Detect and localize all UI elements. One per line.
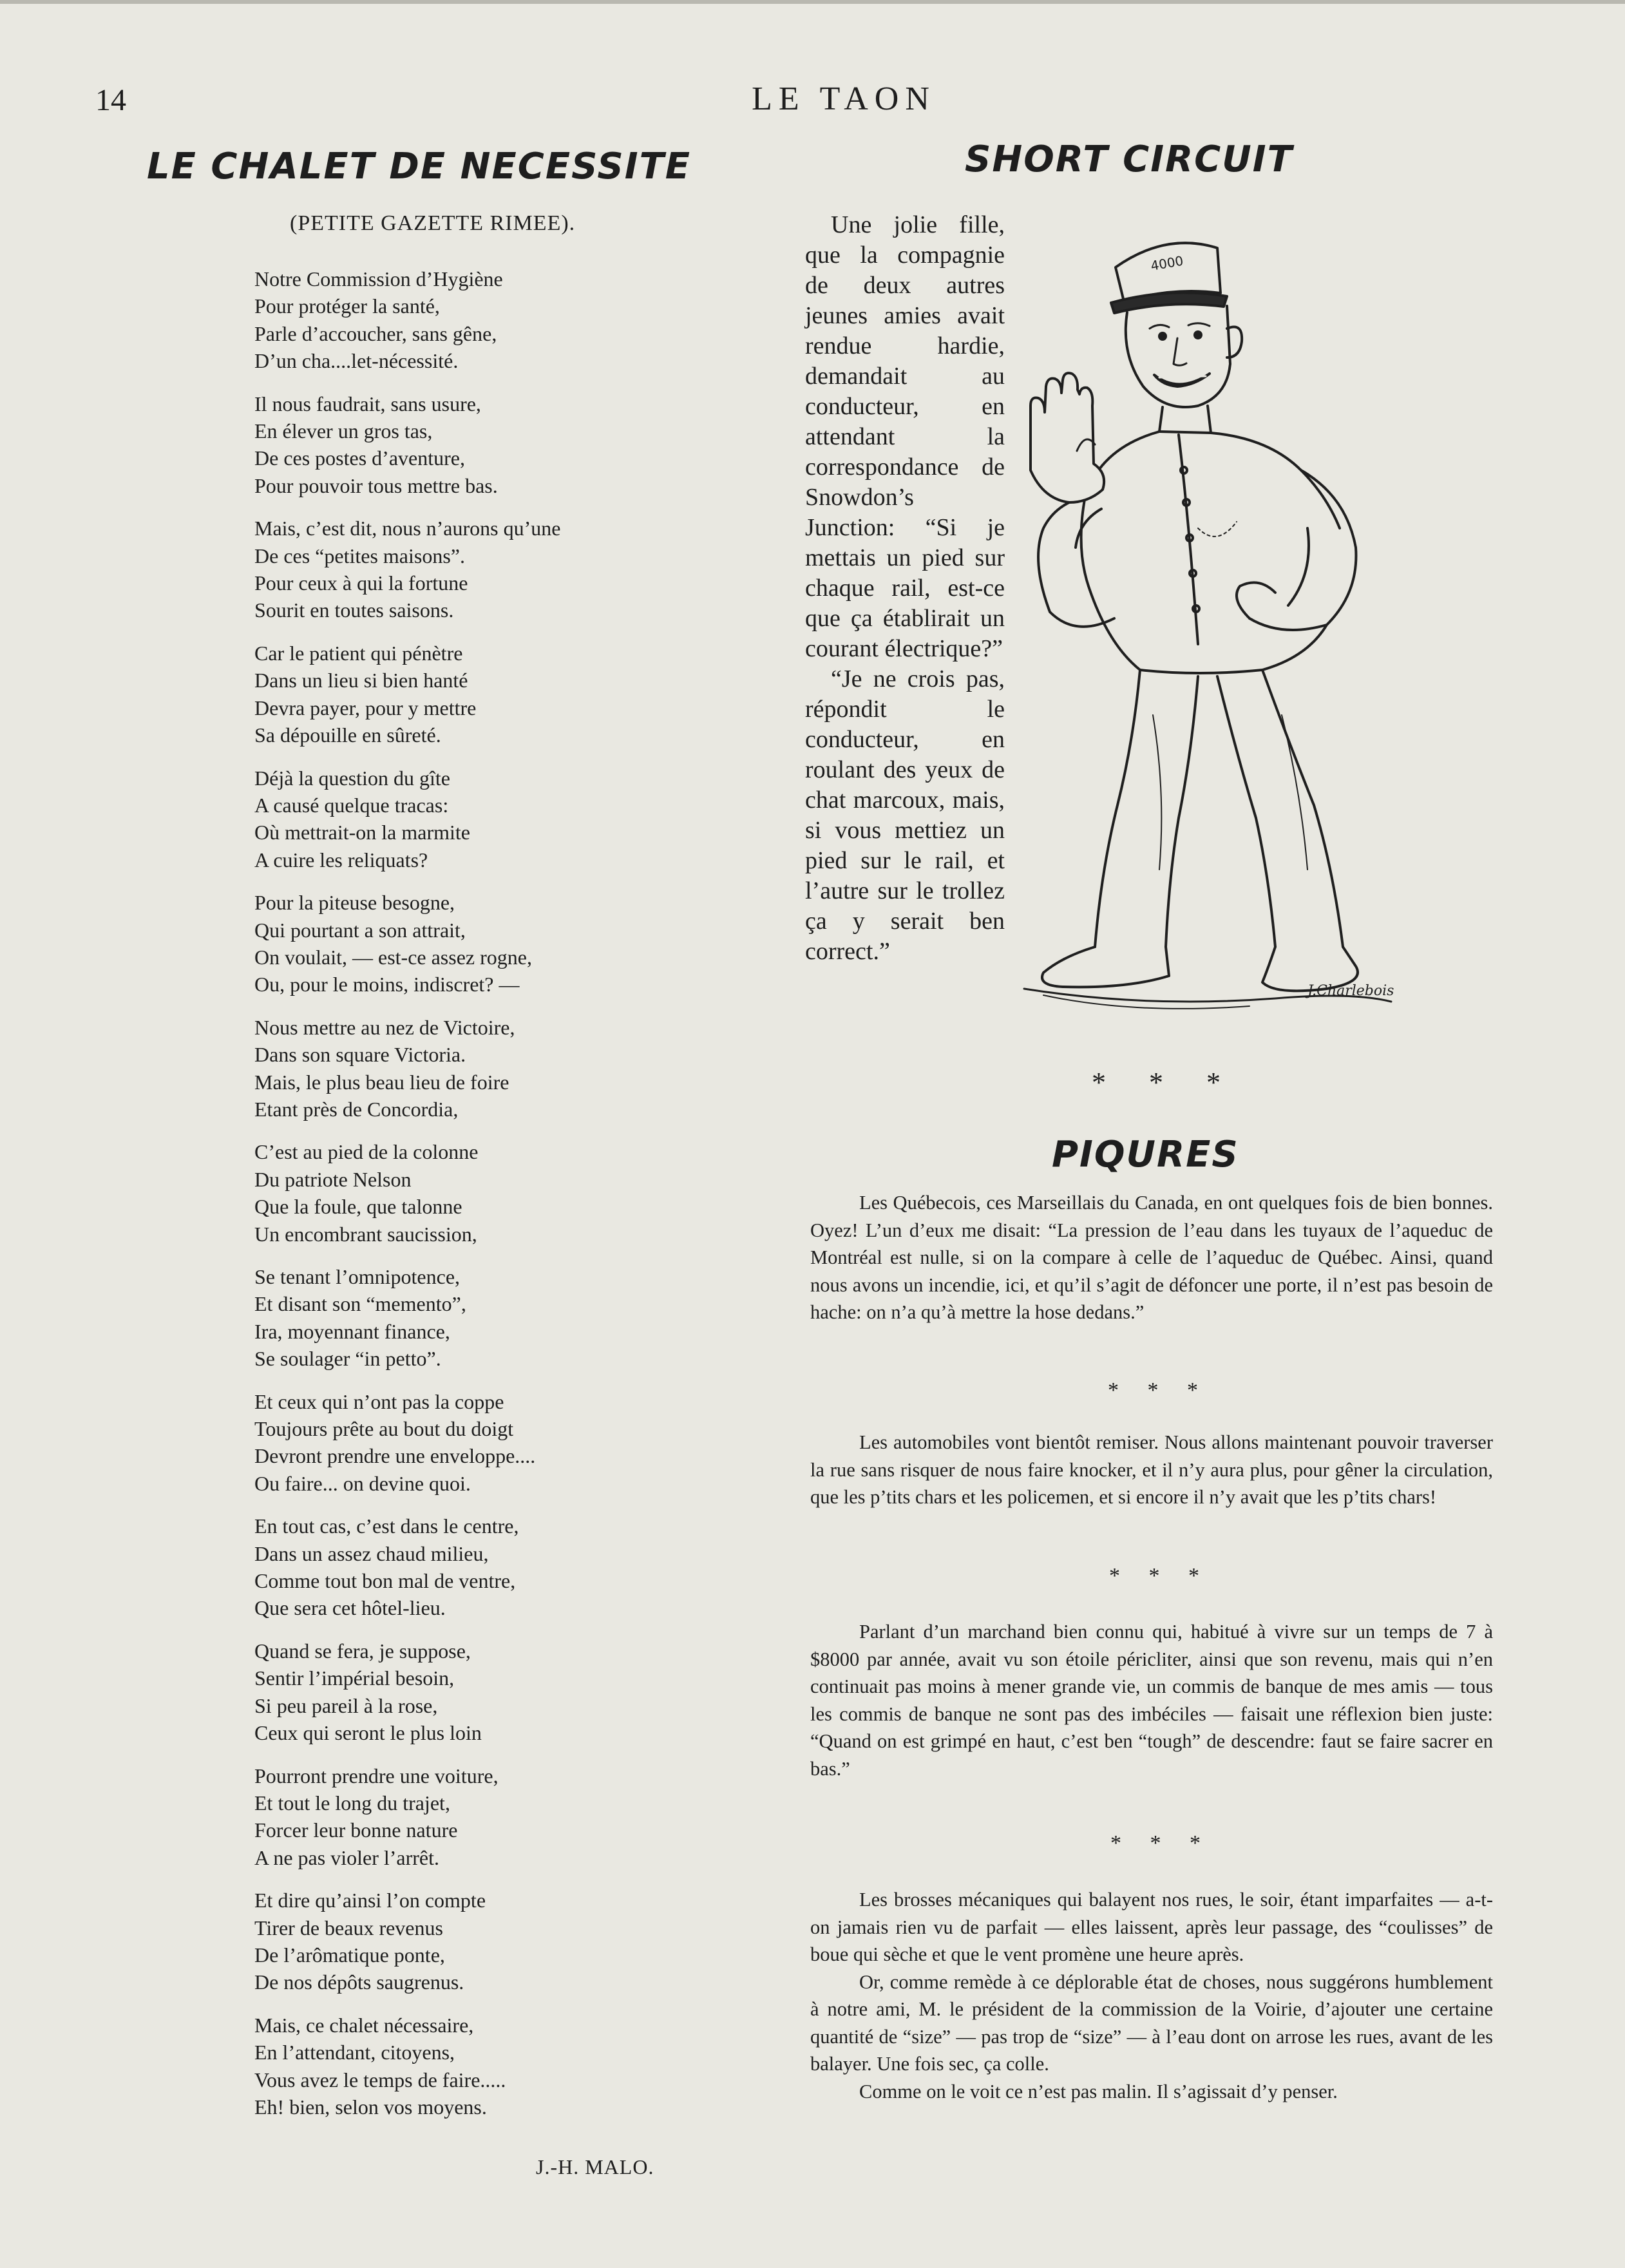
item-separator: * * *: [1109, 1564, 1211, 1588]
poem-line: Qui pourtant a son attrait,: [254, 918, 466, 942]
poem-line: De ces “petites maisons”.: [254, 544, 465, 567]
poem-line: Mais, c’est dit, nous n’aurons qu’une: [254, 517, 561, 540]
piqure-item: [810, 1618, 1493, 1782]
poem-line: Ira, moyennant finance,: [254, 1319, 450, 1343]
poem-title: LE CHALET DE NECESSITE: [147, 146, 692, 187]
poem-line: Dans un assez chaud milieu,: [254, 1541, 489, 1565]
short-circuit-title: SHORT CIRCUIT: [965, 138, 1293, 180]
poem-line: Etant près de Concordia,: [254, 1097, 459, 1121]
poem-stanza: [254, 1637, 667, 1747]
poem-line: Ou faire... on devine quoi.: [254, 1471, 471, 1495]
piqure-item: [810, 1189, 1493, 1326]
poem-line: Comme tout bon mal de ventre,: [254, 1569, 516, 1593]
poem-line: Devra payer, pour y mettre: [254, 696, 477, 719]
poem-line: Dans son square Victoria.: [254, 1043, 466, 1067]
poem-stanza: [254, 1388, 667, 1498]
piqures-title: PIQURES: [1052, 1134, 1239, 1176]
poem-line: Se tenant l’omnipotence,: [254, 1265, 461, 1288]
poem-line: Mais, ce chalet nécessaire,: [254, 2013, 474, 2037]
piqure-paragraph: Les Québecois, ces Marseillais du Canada, en ont quelques fois de bien bonnes. Oyez! L’un d’eux me disait: “La pression de l’eau dans les tuyaux de l’aqueduc de Montréal est nulle, si on la compare à celle de l’aqueduc de Québec. Ainsi, quand nous avons un incendie, ici, et qu’il s’agit de défoncer une porte, il n’est pas besoin de hache: on n’a qu’à mettre la hose dedans.”: [810, 1192, 1493, 1323]
poem-line: Pour ceux à qui la fortune: [254, 571, 468, 595]
cap-badge: 4000: [1149, 253, 1185, 274]
poem-body: [254, 265, 667, 2136]
poem-line: A cuire les reliquats?: [254, 848, 428, 872]
short-circuit-paragraph: “Je ne crois pas, répondit le conducteur, en roulant des yeux de chat marcoux, mais, si vous mettiez un pied sur le rail, et l’autre sur le trollez ça y serait ben correct.”: [805, 665, 1005, 965]
journal-title: LE TAON: [752, 81, 936, 117]
piqure-item: [810, 1429, 1493, 1511]
poem-stanza: [254, 515, 667, 624]
poem-line: Sa dépouille en sûreté.: [254, 723, 441, 747]
poem-line: On voulait, — est-ce assez rogne,: [254, 945, 532, 969]
poem-line: Ou, pour le moins, indiscret? —: [254, 973, 520, 996]
piqure-paragraph: Or, comme remède à ce déplorable état de choses, nous suggérons humblement à notre ami, M. le président de la commission de la Voirie, d’ajouter une certaine quantité de “size” — pas trop de “size” — à l’eau dont on arrose les rues, avant de les balayer. Une fois sec, ça colle.: [810, 1970, 1493, 2075]
poem-line: En élever un gros tas,: [254, 419, 433, 443]
poem-line: Déjà la question du gîte: [254, 766, 450, 790]
item-separator: * * *: [1110, 1831, 1212, 1855]
poem-stanza: [254, 889, 667, 998]
poem-line: De nos dépôts saugrenus.: [254, 1970, 464, 1994]
poem-line: Un encombrant saucission,: [254, 1222, 477, 1246]
top-rule: [0, 0, 1625, 4]
poem-subtitle: (PETITE GAZETTE RIMEE).: [290, 211, 576, 235]
poem-line: Pour pouvoir tous mettre bas.: [254, 473, 498, 497]
poem-line: Eh! bien, selon vos moyens.: [254, 2095, 487, 2119]
conductor-illustration: [1005, 225, 1430, 1031]
poem-line: Forcer leur bonne nature: [254, 1818, 458, 1842]
poem-line: A ne pas violer l’arrêt.: [254, 1845, 439, 1869]
poem-stanza: [254, 1762, 667, 1872]
poem-line: Que sera cet hôtel-lieu.: [254, 1596, 446, 1620]
poem-line: Où mettrait-on la marmite: [254, 821, 470, 844]
poem-line: Pourront prendre une voiture,: [254, 1764, 499, 1787]
poem-line: C’est au pied de la colonne: [254, 1140, 479, 1164]
poem-line: En l’attendant, citoyens,: [254, 2041, 455, 2064]
poem-line: Et ceux qui n’ont pas la coppe: [254, 1389, 504, 1413]
poem-line: Vous avez le temps de faire.....: [254, 2068, 506, 2092]
short-circuit-text: [805, 210, 1005, 967]
piqure-paragraph: Les automobiles vont bientôt remiser. Nous allons maintenant pouvoir traverser la rue sans risquer de nous faire knocker, et il n’y aura plus, pour gêner la circulation, que les p’tits chars et les policemen, et si encore il n’y avait que les p’tits chars!: [810, 1431, 1493, 1508]
poem-stanza: [254, 390, 667, 500]
poem-line: Sentir l’impérial besoin,: [254, 1666, 455, 1690]
poem-line: Et tout le long du trajet,: [254, 1791, 450, 1815]
poem-line: Il nous faudrait, sans usure,: [254, 392, 481, 415]
poem-line: Du patriote Nelson: [254, 1167, 412, 1191]
poem-line: De ces postes d’aventure,: [254, 446, 465, 470]
poem-stanza: [254, 1887, 667, 1996]
poem-line: A causé quelque tracas:: [254, 793, 449, 817]
poem-author: J.-H. MALO.: [536, 2155, 654, 2178]
poem-line: Quand se fera, je suppose,: [254, 1639, 471, 1663]
poem-stanza: [254, 1512, 667, 1622]
poem-stanza: [254, 2012, 667, 2121]
poem-stanza: [254, 265, 667, 375]
poem-stanza: [254, 1138, 667, 1248]
piqure-paragraph: Parlant d’un marchand bien connu qui, habitué à vivre sur un temps de 7 à $8000 par année, avait vu son étoile péricliter, ainsi que son revenu, mais qui n’en continuait pas moins à mener grande vie, un commis de banque de mes amis — tous les commis de banque ne sont pas des imbéciles — faisait une réflexion bien juste: “Quand on est grimpé en haut, c’est ben “tough” de descendre: faut se faire sacrer en bas.”: [810, 1621, 1493, 1780]
poem-line: Ceux qui seront le plus loin: [254, 1721, 482, 1745]
page-number: 14: [95, 83, 126, 117]
poem-line: Que la foule, que talonne: [254, 1195, 462, 1219]
poem-line: Parle d’accoucher, sans gêne,: [254, 321, 497, 345]
poem-line: Se soulager “in petto”.: [254, 1347, 441, 1371]
poem-line: Nous mettre au nez de Victoire,: [254, 1015, 515, 1039]
poem-line: Si peu pareil à la rose,: [254, 1693, 438, 1717]
poem-line: Et disant son “memento”,: [254, 1292, 466, 1316]
illustrator-signature: J.Charlebois: [1307, 983, 1394, 999]
section-separator: * * *: [1092, 1067, 1239, 1098]
short-circuit-paragraph: Une jolie fille, que la compagnie de deux autres jeunes amies avait rendue hardie, demandait au conducteur, en attendant la correspondance de Snowdon’s Junction: “Si je mettais un pied sur chaque rail, est-ce que ça établirait un courant électrique?”: [805, 211, 1005, 662]
poem-stanza: [254, 1263, 667, 1373]
poem-line: D’un cha....let-nécessité.: [254, 349, 459, 373]
poem-line: Mais, le plus beau lieu de foire: [254, 1070, 509, 1094]
piqure-paragraph: Comme on le voit ce n’est pas malin. Il s’agissait d’y penser.: [859, 2080, 1338, 2102]
piqure-item: [810, 1886, 1493, 2105]
poem-line: Devront prendre une enveloppe....: [254, 1444, 536, 1468]
poem-line: Et dire qu’ainsi l’on compte: [254, 1889, 486, 1912]
poem-line: En tout cas, c’est dans le centre,: [254, 1514, 519, 1538]
poem-line: Dans un lieu si bien hanté: [254, 669, 468, 692]
poem-line: Car le patient qui pénètre: [254, 641, 463, 665]
piqure-paragraph: Les brosses mécaniques qui balayent nos rues, le soir, étant imparfaites — a-t-on jamais rien vu de parfait — elles laissent, après leur passage, des “coulisses” de boue qui sèche et que le vent promène une heure après.: [810, 1889, 1493, 1965]
poem-line: Sourit en toutes saisons.: [254, 598, 454, 622]
poem-line: Tirer de beaux revenus: [254, 1916, 443, 1939]
poem-line: Toujours prête au bout du doigt: [254, 1417, 514, 1441]
poem-line: Pour protéger la santé,: [254, 294, 440, 318]
poem-line: Notre Commission d’Hygiène: [254, 267, 503, 291]
item-separator: * * *: [1108, 1378, 1210, 1402]
poem-stanza: [254, 765, 667, 874]
poem-line: De l’arômatique ponte,: [254, 1943, 445, 1967]
poem-line: Pour la piteuse besogne,: [254, 891, 455, 915]
poem-stanza: [254, 1014, 667, 1123]
poem-stanza: [254, 640, 667, 749]
